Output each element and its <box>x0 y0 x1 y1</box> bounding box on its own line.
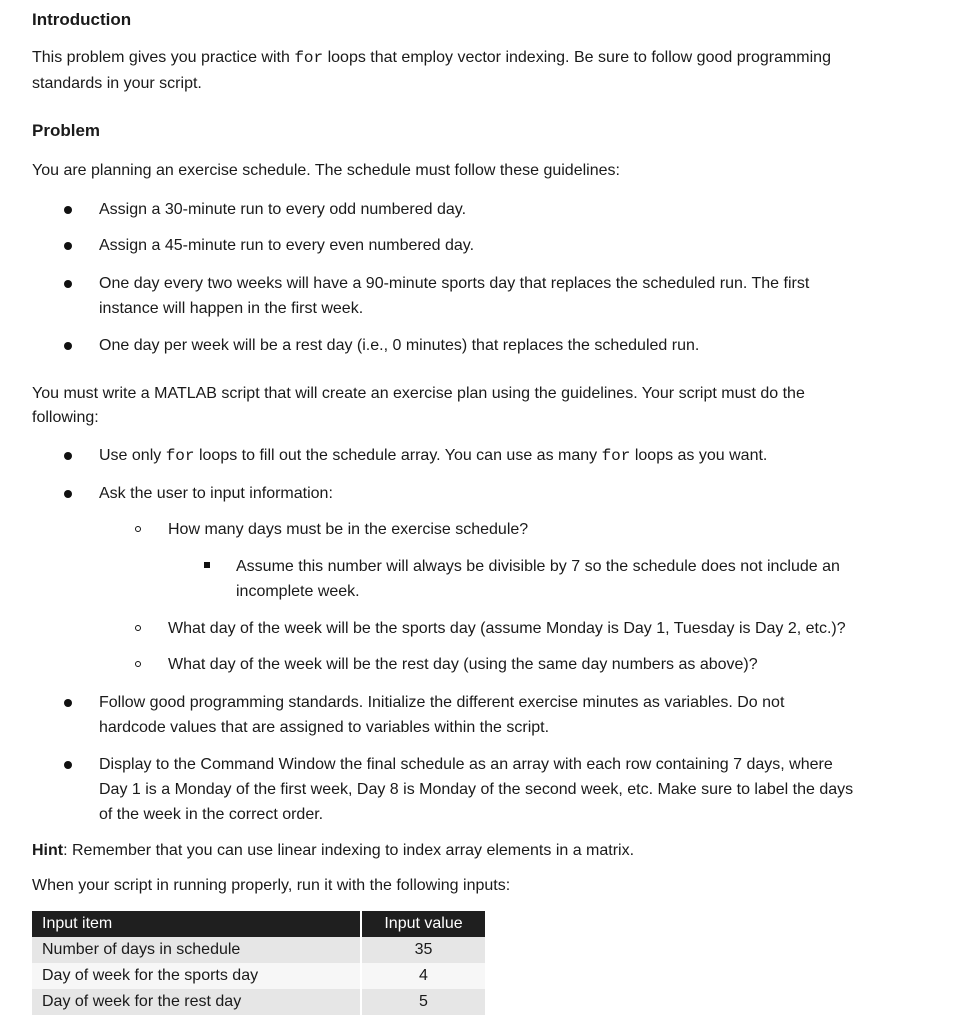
cell-item: Number of days in schedule <box>32 937 361 963</box>
hint <box>32 838 634 864</box>
req-text-mid: loops to fill out the schedule array. You can use as many <box>194 447 602 464</box>
requirement-user-input: Ask the user to input information: <box>99 485 333 502</box>
introduction-text-line-2: standards in your script. <box>32 75 202 92</box>
problem-intro: You are planning an exercise schedule. The schedule must follow these guidelines: <box>32 162 620 179</box>
question-sports-day: What day of the week will be the sports day (assume Monday is Day 1, Tuesday is Day 2, etc.)? <box>168 620 846 637</box>
sub-bullet-icon <box>135 625 141 631</box>
guideline-item: One day per week will be a rest day (i.e., 0 minutes) that replaces the scheduled run. <box>99 337 700 354</box>
requirement-display-line-1: Display to the Command Window the final schedule as an array with each row containing 7 days, where <box>99 756 833 773</box>
bullet-icon <box>64 342 72 350</box>
question-days-note-line-2: incomplete week. <box>236 583 360 600</box>
guideline-item-continued: instance will happen in the first week. <box>99 300 364 317</box>
run-instructions: When your script in running properly, run it with the following inputs: <box>32 877 511 894</box>
cell-item: Day of week for the rest day <box>32 989 361 1015</box>
table-row <box>32 937 485 963</box>
guideline-item: Assign a 45-minute run to every even numbered day. <box>99 237 475 254</box>
cell-item: Day of week for the sports day <box>32 963 361 989</box>
cell-value: 4 <box>361 963 485 989</box>
intro-code-for: for <box>294 49 324 67</box>
question-days-note-line-1: Assume this number will always be divisible by 7 so the schedule does not include an <box>236 558 840 575</box>
bullet-icon <box>64 280 72 288</box>
hint-text: : Remember that you can use linear indexing to index array elements in a matrix. <box>63 842 635 859</box>
problem-heading: Problem <box>32 121 101 140</box>
req-code-for: for <box>601 447 631 465</box>
question-rest-day: What day of the week will be the rest day (using the same day numbers as above)? <box>168 656 758 673</box>
table-row <box>32 963 485 989</box>
req-text-post: loops as you want. <box>630 447 768 464</box>
requirements-intro-line-1: You must write a MATLAB script that will create an exercise plan using the guidelines. Your script must do the <box>32 385 805 402</box>
req-text-pre: Use only <box>99 447 166 464</box>
bullet-icon <box>64 699 72 707</box>
bullet-icon <box>64 761 72 769</box>
req-code-for: for <box>165 447 195 465</box>
requirements-intro-line-2: following: <box>32 409 99 426</box>
sub-sub-bullet-icon <box>204 562 210 568</box>
table-row <box>32 989 485 1015</box>
bullet-icon <box>64 490 72 498</box>
bullet-icon <box>64 242 72 250</box>
bullet-icon <box>64 206 72 214</box>
table-header-row <box>32 911 485 937</box>
requirement-for-loops <box>99 443 767 469</box>
introduction-text-line-1 <box>32 45 831 71</box>
sub-bullet-icon <box>135 526 141 532</box>
hint-label: Hint <box>32 842 64 859</box>
introduction-heading: Introduction <box>32 10 132 29</box>
requirement-display-line-2: Day 1 is a Monday of the first week, Day 8 is Monday of the second week, etc. Make sure to label the days <box>99 781 854 798</box>
header-input-item: Input item <box>32 911 361 937</box>
intro-text-pre: This problem gives you practice with <box>32 49 295 66</box>
guideline-item: One day every two weeks will have a 90-minute sports day that replaces the scheduled run. The first <box>99 275 810 292</box>
requirement-standards-line-2: hardcode values that are assigned to variables within the script. <box>99 719 550 736</box>
guideline-item: Assign a 30-minute run to every odd numbered day. <box>99 201 467 218</box>
inputs-table <box>32 911 485 1015</box>
header-input-value: Input value <box>361 911 485 937</box>
sub-bullet-icon <box>135 661 141 667</box>
intro-text-post: loops that employ vector indexing. Be sure to follow good programming <box>323 49 831 66</box>
cell-value: 5 <box>361 989 485 1015</box>
cell-value: 35 <box>361 937 485 963</box>
question-days: How many days must be in the exercise schedule? <box>168 521 529 538</box>
requirement-display-line-3: of the week in the correct order. <box>99 806 324 823</box>
requirement-standards-line-1: Follow good programming standards. Initialize the different exercise minutes as variables. Do not <box>99 694 785 711</box>
bullet-icon <box>64 452 72 460</box>
